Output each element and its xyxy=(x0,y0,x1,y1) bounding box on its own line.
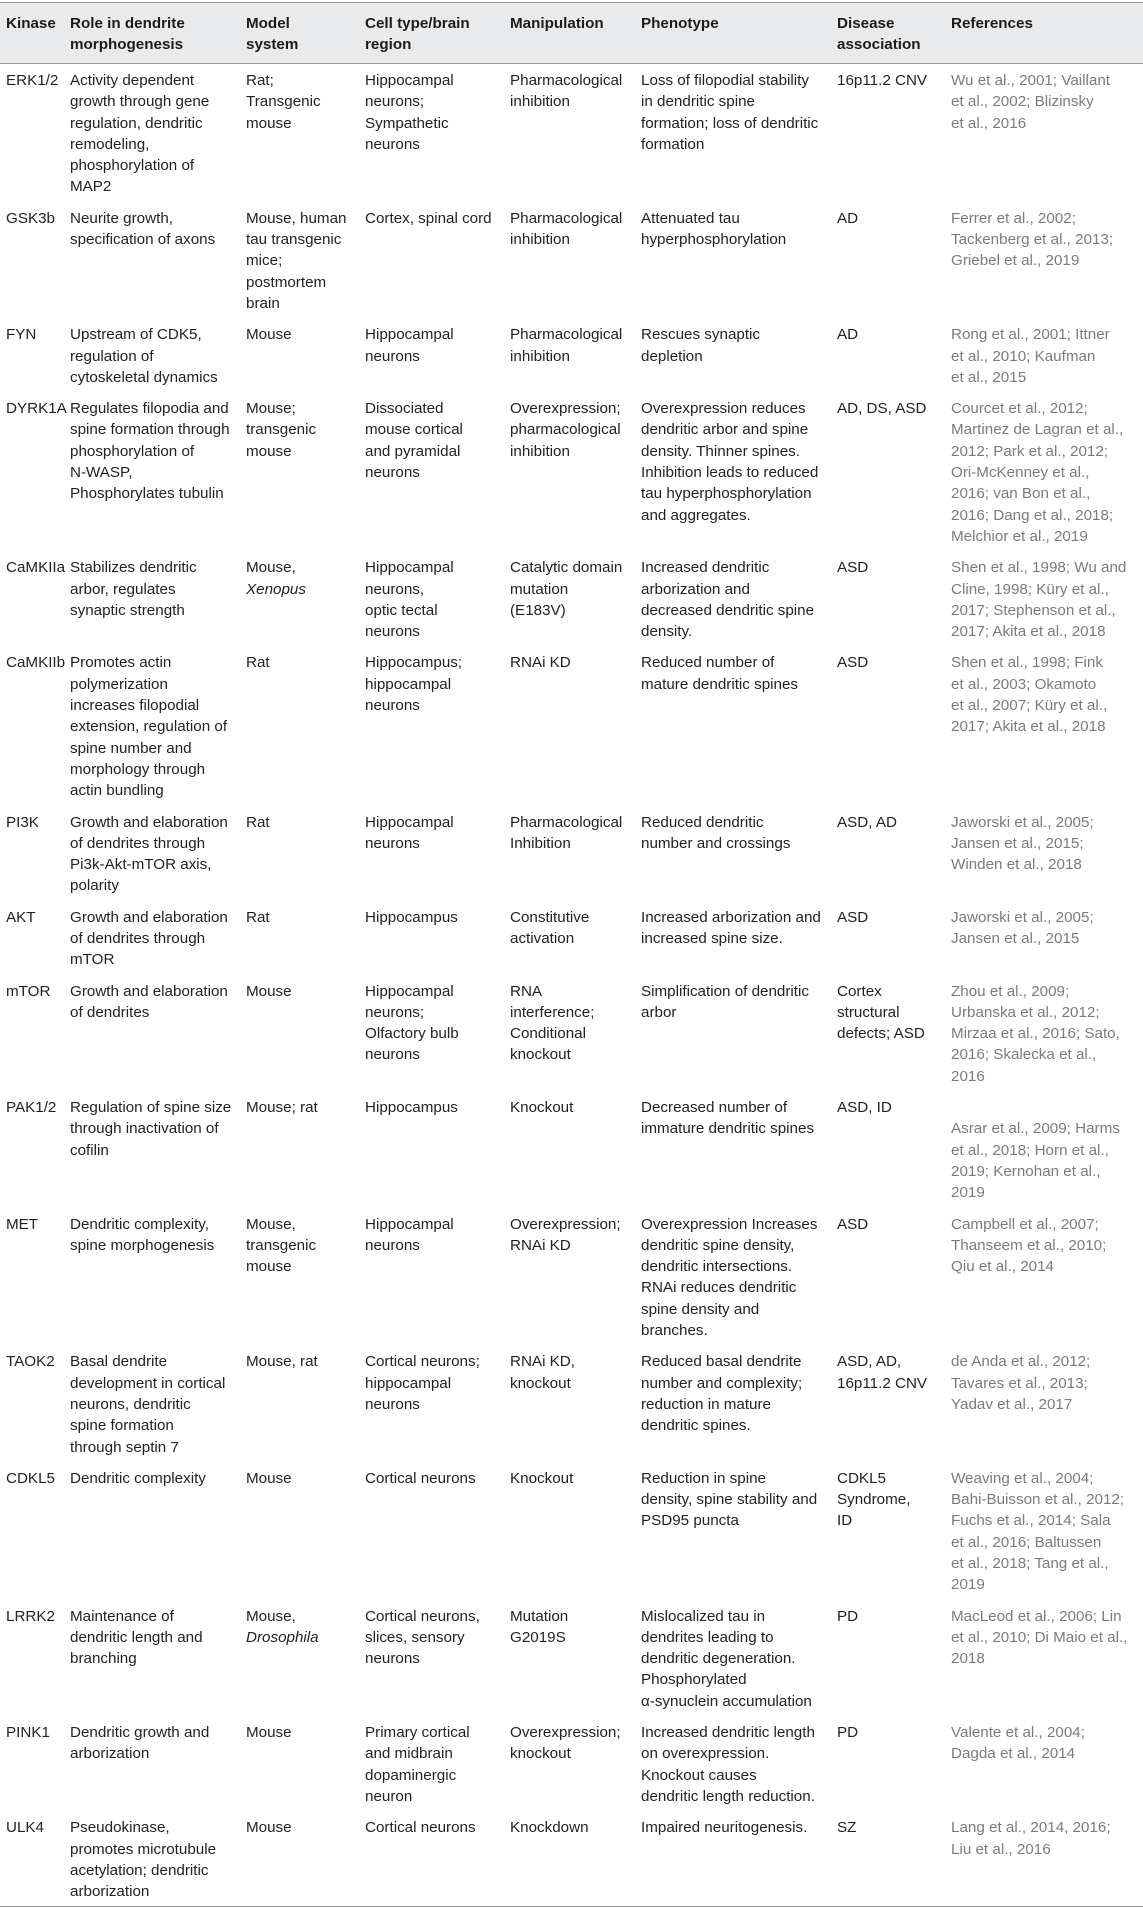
cell-disease: PD xyxy=(837,1607,859,1625)
cell-manipulation: Knockout xyxy=(510,1099,574,1117)
cell-cell-type: Hippocampal neurons; Sympathetic neurons xyxy=(365,72,454,153)
cell-manipulation: Constitutive activation xyxy=(510,908,590,947)
table-row xyxy=(0,1208,1143,1346)
cell-disease: PD xyxy=(837,1724,859,1742)
table-row xyxy=(0,64,1143,202)
cell-references: Valente et al., 2004; Dagda et al., 2014 xyxy=(951,1724,1085,1763)
cell-cell-type: Hippocampal neurons, optic tectal neurons xyxy=(365,559,454,641)
header-phenotype: Phenotype xyxy=(641,15,719,32)
cell-phenotype: Increased dendritic arborization and decreased dendritic spine density. xyxy=(641,559,815,641)
cell-cell-type: Cortical neurons xyxy=(365,1819,476,1837)
cell-disease: ASD xyxy=(837,559,869,577)
cell-kinase: PI3K xyxy=(6,813,39,831)
cell-disease: CDKL5 Syndrome, ID xyxy=(837,1469,911,1530)
cell-phenotype: Overexpression Increases dendritic spine density, dendritic intersections. RNAi reduces dendritic spine density and branches. xyxy=(641,1215,818,1340)
cell-manipulation: Overexpression; knockout xyxy=(510,1724,621,1763)
cell-references: Jaworski et al., 2005; Jansen et al., 2015 xyxy=(951,908,1094,947)
cell-phenotype: Decreased number of immature dendritic spines xyxy=(641,1099,815,1138)
cell-role: Neurite growth, specification of axons xyxy=(70,209,216,249)
cell-model-system: Rat; Transgenic mouse xyxy=(246,72,321,132)
cell-cell-type: Dissociated mouse cortical and pyramidal neurons xyxy=(365,400,463,482)
cell-references: Jaworski et al., 2005; Jansen et al., 2015; Winden et al., 2018 xyxy=(951,813,1094,874)
cell-references: Shen et al., 1998; Fink et al., 2003; Okamoto et al., 2007; Küry et al., 2017; Akita et al., 2018 xyxy=(951,654,1108,736)
cell-phenotype: Rescues synaptic depletion xyxy=(641,326,761,365)
table-row xyxy=(0,1600,1143,1716)
cell-manipulation: Overexpression; RNAi KD xyxy=(510,1215,621,1254)
header-row xyxy=(0,3,1143,64)
cell-manipulation: Mutation G2019S xyxy=(510,1607,569,1646)
header-disease: Disease association xyxy=(837,15,921,53)
table-row xyxy=(0,1716,1143,1811)
cell-phenotype: Reduced basal dendrite number and complexity; reduction in mature dendritic spines. xyxy=(641,1353,803,1435)
table-row xyxy=(0,901,1143,975)
cell-references: de Anda et al., 2012; Tavares et al., 2013; Yadav et al., 2017 xyxy=(951,1353,1091,1413)
header-model-system: Model system xyxy=(246,15,299,53)
cell-disease: ASD, ID xyxy=(837,1099,892,1117)
cell-references: MacLeod et al., 2006; Lin et al., 2010; Di Maio et al., 2018 xyxy=(951,1607,1128,1668)
cell-manipulation: RNAi KD xyxy=(510,654,571,672)
cell-cell-type: Hippocampal neurons xyxy=(365,813,454,852)
table-row xyxy=(0,551,1143,646)
cell-manipulation: RNAi KD, knockout xyxy=(510,1353,575,1392)
cell-kinase: GSK3b xyxy=(6,209,55,227)
cell-manipulation: Pharmacological Inhibition xyxy=(510,813,623,852)
cell-cell-type: Hippocampal neurons; Olfactory bulb neurons xyxy=(365,982,459,1064)
kinase-table xyxy=(0,2,1143,1907)
table-header xyxy=(0,3,1143,64)
cell-kinase: LRRK2 xyxy=(6,1607,55,1625)
cell-kinase: CaMKIIb xyxy=(6,654,66,672)
cell-disease: AD xyxy=(837,209,859,227)
cell-kinase: ERK1/2 xyxy=(6,72,59,89)
cell-cell-type: Cortical neurons, slices, sensory neurons xyxy=(365,1607,480,1668)
cell-cell-type: Cortical neurons; hippocampal neurons xyxy=(365,1353,480,1413)
cell-references: Shen et al., 1998; Wu and Cline, 1998; Küry et al., 2017; Stephenson et al., 2017; Akita et al., 2018 xyxy=(951,559,1127,641)
cell-model-system: Mouse; rat xyxy=(246,1099,318,1117)
cell-phenotype: Loss of filopodial stability in dendritic spine formation; loss of dendritic formation xyxy=(641,72,819,153)
cell-manipulation: Catalytic domain mutation (E183V) xyxy=(510,559,623,619)
cell-model-system: Rat xyxy=(246,908,270,926)
table-row xyxy=(0,1462,1143,1600)
cell-kinase: mTOR xyxy=(6,982,51,1000)
table-row xyxy=(0,806,1143,901)
cell-role: Growth and elaboration of dendrites through mTOR xyxy=(70,908,228,969)
cell-kinase: MET xyxy=(6,1215,39,1233)
cell-model-system: Rat xyxy=(246,813,270,831)
cell-cell-type: Hippocampus xyxy=(365,908,458,926)
cell-references: Zhou et al., 2009; Urbanska et al., 2012; Mirzaa et al., 2016; Sato, 2016; Skalecka et al., 2016 xyxy=(951,982,1120,1085)
cell-model-system: Mouse, Drosophila xyxy=(246,1607,319,1646)
table-row xyxy=(0,202,1143,318)
cell-disease: ASD xyxy=(837,908,869,926)
cell-role: Growth and elaboration of dendrites through Pi3k-Akt-mTOR axis, polarity xyxy=(70,813,228,895)
cell-phenotype: Impaired neuritogenesis. xyxy=(641,1819,808,1837)
cell-disease: ASD xyxy=(837,654,869,672)
cell-disease: Cortex structural defects; ASD xyxy=(837,982,925,1043)
table-row xyxy=(0,1811,1143,1907)
header-manipulation: Manipulation xyxy=(510,15,604,32)
cell-model-system: Mouse xyxy=(246,1819,292,1837)
cell-cell-type: Cortex, spinal cord xyxy=(365,209,492,227)
cell-phenotype: Increased dendritic length on overexpression. Knockout causes dendritic length reduction. xyxy=(641,1724,815,1805)
table-row xyxy=(0,1091,1143,1207)
header-references: References xyxy=(951,15,1033,32)
cell-model-system: Mouse; transgenic mouse xyxy=(246,400,317,460)
cell-manipulation: Pharmacological inhibition xyxy=(510,326,623,365)
cell-disease: AD xyxy=(837,326,859,344)
cell-kinase: CDKL5 xyxy=(6,1469,55,1487)
cell-references: Campbell et al., 2007; Thanseem et al., 2010; Qiu et al., 2014 xyxy=(951,1215,1107,1276)
cell-role: Regulation of spine size through inactivation of cofilin xyxy=(70,1099,232,1159)
cell-kinase: FYN xyxy=(6,326,37,344)
cell-manipulation: Pharmacological inhibition xyxy=(510,72,623,111)
table-row xyxy=(0,318,1143,392)
header-kinase: Kinase xyxy=(6,15,56,32)
cell-phenotype: Mislocalized tau in dendrites leading to dendritic degeneration. Phosphorylated α-synuclein accumulation xyxy=(641,1607,812,1710)
cell-kinase: AKT xyxy=(6,908,36,926)
table-body xyxy=(0,64,1143,1907)
cell-references: Rong et al., 2001; Ittner et al., 2010; Kaufman et al., 2015 xyxy=(951,326,1110,386)
cell-phenotype: Reduced number of mature dendritic spines xyxy=(641,654,799,693)
table-row xyxy=(0,646,1143,805)
cell-manipulation: Knockdown xyxy=(510,1819,589,1837)
cell-phenotype: Reduced dendritic number and crossings xyxy=(641,813,791,852)
cell-cell-type: Hippocampal neurons xyxy=(365,1215,454,1254)
cell-phenotype: Simplification of dendritic arbor xyxy=(641,982,809,1021)
cell-role: Pseudokinase, promotes microtubule acetylation; dendritic arborization xyxy=(70,1819,217,1901)
cell-model-system: Mouse xyxy=(246,982,292,1000)
cell-references: Weaving et al., 2004; Bahi-Buisson et al., 2012; Fuchs et al., 2014; Sala et al., 2016; Baltussen et al., 2018; Tang et al., 2019 xyxy=(951,1469,1125,1594)
cell-manipulation: Knockout xyxy=(510,1469,574,1487)
table-row xyxy=(0,1345,1143,1461)
cell-manipulation: RNA interference; Conditional knockout xyxy=(510,982,595,1064)
cell-kinase: CaMKIIa xyxy=(6,559,66,577)
cell-phenotype: Overexpression reduces dendritic arbor and spine density. Thinner spines. Inhibition leads to reduced tau hyperphosphorylation and aggregates. xyxy=(641,400,819,524)
cell-role: Dendritic growth and arborization xyxy=(70,1724,210,1763)
cell-role: Promotes actin polymerization increases filopodial extension, regulation of spine number and morphology through actin bundling xyxy=(70,654,228,800)
cell-kinase: PAK1/2 xyxy=(6,1099,57,1117)
cell-kinase: ULK4 xyxy=(6,1819,44,1837)
cell-disease: AD, DS, ASD xyxy=(837,400,927,418)
cell-cell-type: Primary cortical and midbrain dopaminergic neuron xyxy=(365,1724,470,1805)
cell-role: Regulates filopodia and spine formation through phosphorylation of N-WASP, Phosphorylates tubulin xyxy=(70,400,230,503)
cell-role: Upstream of CDK5, regulation of cytoskeletal dynamics xyxy=(70,326,218,386)
cell-role: Basal dendrite development in cortical neurons, dendritic spine formation through septin 7 xyxy=(70,1353,226,1456)
cell-phenotype: Increased arborization and increased spine size. xyxy=(641,908,821,947)
cell-cell-type: Hippocampus xyxy=(365,1099,458,1117)
cell-kinase: TAOK2 xyxy=(6,1353,55,1371)
cell-references: Lang et al., 2014, 2016; Liu et al., 2016 xyxy=(951,1819,1111,1858)
cell-role: Stabilizes dendritic arbor, regulates synaptic strength xyxy=(70,559,197,619)
cell-references: Wu et al., 2001; Vaillant et al., 2002; Blizinsky et al., 2016 xyxy=(951,72,1111,132)
table-row xyxy=(0,392,1143,551)
cell-model-system: Mouse xyxy=(246,1724,292,1742)
cell-role: Maintenance of dendritic length and branching xyxy=(70,1607,203,1668)
cell-disease: ASD, AD xyxy=(837,813,897,831)
cell-kinase: PINK1 xyxy=(6,1724,50,1742)
cell-cell-type: Hippocampal neurons xyxy=(365,326,454,365)
cell-references: Ferrer et al., 2002; Tackenberg et al., 2013; Griebel et al., 2019 xyxy=(951,209,1114,270)
cell-model-system: Mouse, human tau transgenic mice; postmortem brain xyxy=(246,209,347,312)
cell-manipulation: Overexpression; pharmacological inhibition xyxy=(510,400,621,460)
header-cell-type: Cell type/brain region xyxy=(365,15,470,53)
cell-kinase: DYRK1A xyxy=(6,400,67,418)
cell-role: Dendritic complexity xyxy=(70,1469,206,1487)
table-row xyxy=(0,975,1143,1091)
cell-references: Asrar et al., 2009; Harms et al., 2018; Horn et al., 2019; Kernohan et al., 2019 xyxy=(951,1120,1120,1202)
cell-disease: ASD, AD, 16p11.2 CNV xyxy=(837,1353,928,1392)
header-role: Role in dendrite morphogenesis xyxy=(70,15,185,53)
cell-model-system: Mouse, Xenopus xyxy=(246,559,306,598)
cell-disease: ASD xyxy=(837,1215,869,1233)
cell-model-system: Mouse, rat xyxy=(246,1353,318,1371)
cell-cell-type: Hippocampus; hippocampal neurons xyxy=(365,654,463,715)
cell-model-system: Mouse xyxy=(246,1469,292,1487)
cell-role: Activity dependent growth through gene regulation, dendritic remodeling, phosphorylation of MAP2 xyxy=(70,72,210,196)
cell-disease: SZ xyxy=(837,1819,857,1837)
cell-phenotype: Reduction in spine density, spine stability and PSD95 puncta xyxy=(641,1469,818,1530)
cell-manipulation: Pharmacological inhibition xyxy=(510,209,623,249)
cell-model-system: Mouse, transgenic mouse xyxy=(246,1215,317,1276)
cell-model-system: Mouse xyxy=(246,326,292,344)
cell-model-system: Rat xyxy=(246,654,270,672)
cell-references: Courcet et al., 2012; Martinez de Lagran et al., 2012; Park et al., 2012; Ori-McKenney et al., 2016; van Bon et al., 2016; Dang et al., 2018; Melchior et al., 2019 xyxy=(951,400,1124,545)
cell-phenotype: Attenuated tau hyperphosphorylation xyxy=(641,209,787,249)
cell-disease: 16p11.2 CNV xyxy=(837,72,928,89)
cell-role: Growth and elaboration of dendrites xyxy=(70,982,228,1021)
cell-role: Dendritic complexity, spine morphogenesis xyxy=(70,1215,215,1254)
cell-cell-type: Cortical neurons xyxy=(365,1469,476,1487)
